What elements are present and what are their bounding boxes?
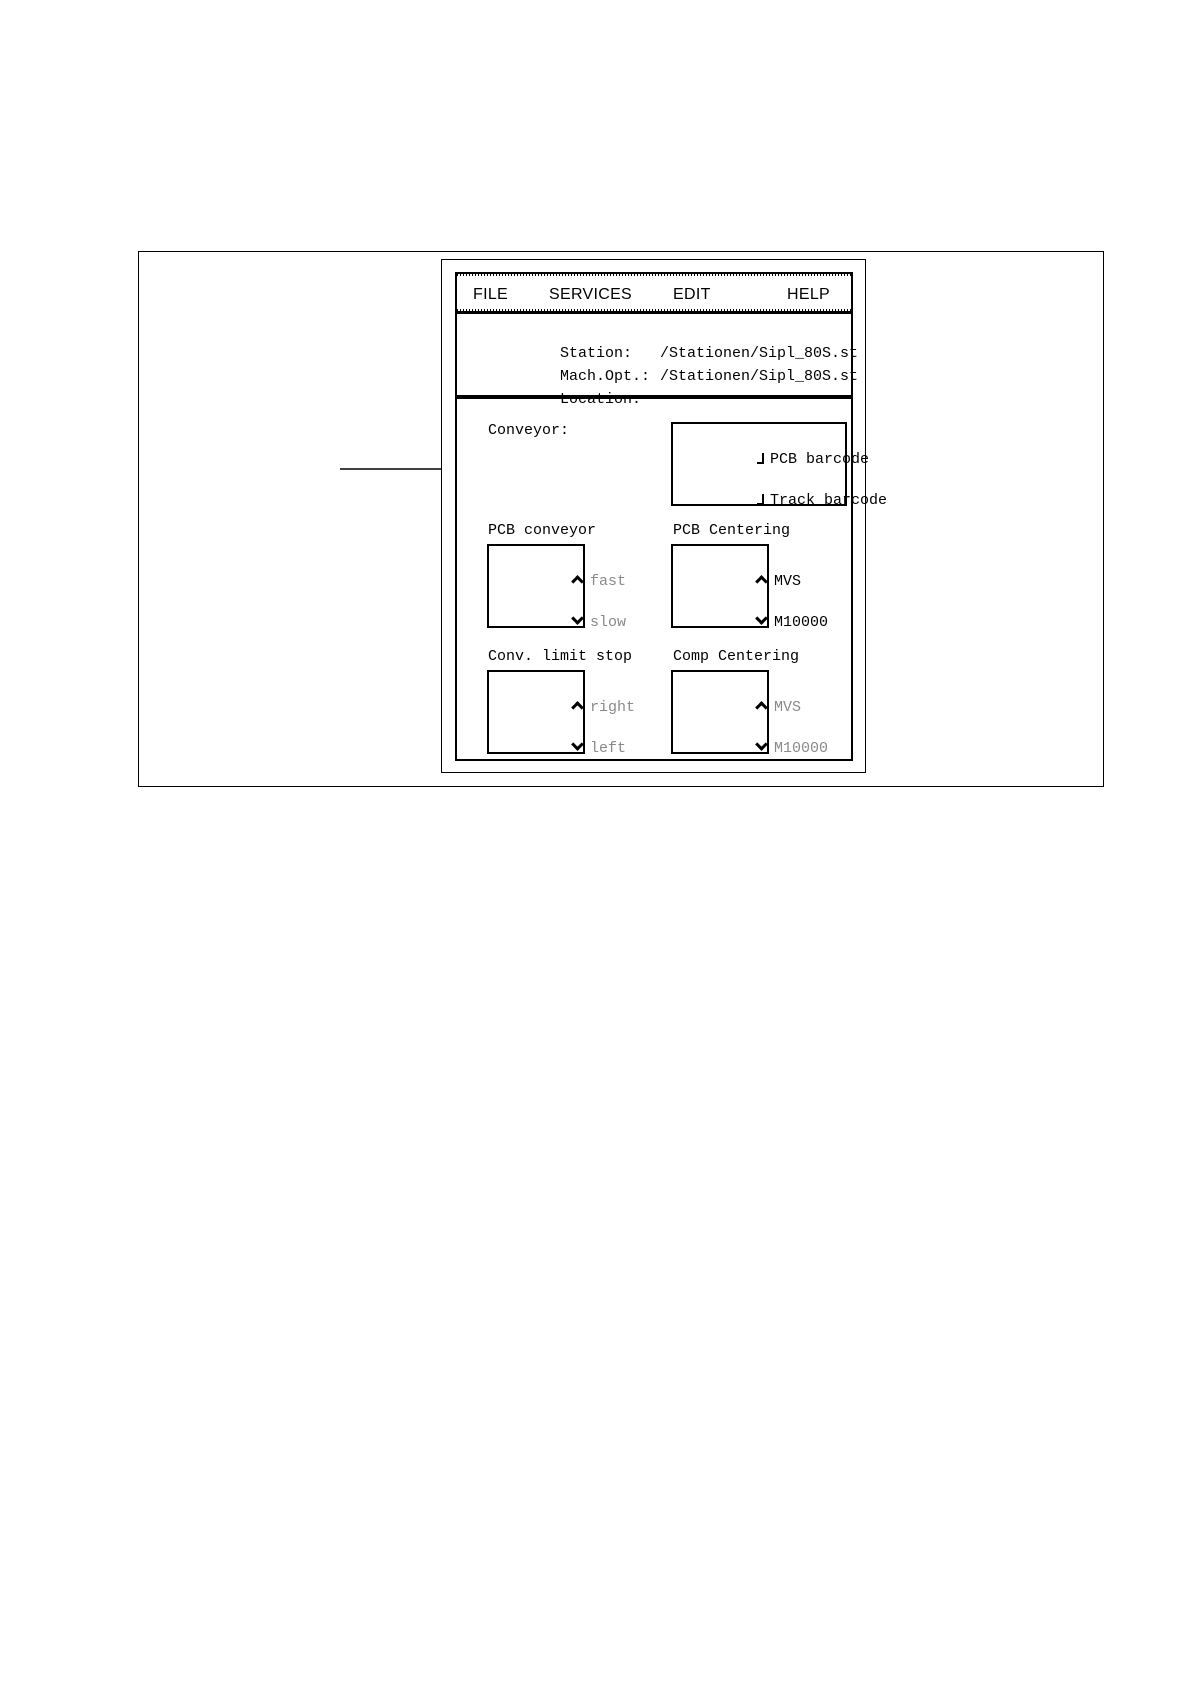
mach-opt-label: Mach.Opt.: [560,368,651,385]
menu-bar [457,274,851,314]
conv-limit-stop-left-option[interactable] [499,723,626,774]
conv-limit-stop-right-label: right [590,699,636,716]
location-row [488,374,660,425]
pcb-conveyor-fast-label: fast [590,573,627,590]
caret-up-icon [755,575,768,588]
conveyor-label: Conveyor: [488,422,570,439]
track-barcode-label: Track barcode [770,492,888,509]
station-info-panel [457,314,859,408]
caret-down-icon [571,612,584,625]
caret-up-icon [755,701,768,714]
caret-down-icon [755,738,768,751]
check-mark-icon [757,494,764,505]
pcb-conveyor-slow-label: slow [590,614,627,631]
check-mark-icon [757,453,764,464]
pcb-conveyor-slow-option[interactable] [499,597,626,648]
caret-up-icon [571,575,584,588]
pcb-centering-m10000-label: M10000 [774,614,829,631]
comp-centering-mvs-label: MVS [774,699,802,716]
caret-up-icon [571,701,584,714]
conv-limit-stop-label: Conv. limit stop [488,648,633,665]
pcb-centering-mvs-label: MVS [774,573,802,590]
comp-centering-toggle [671,670,829,757]
setup-window [441,259,888,773]
caret-down-icon [755,612,768,625]
conv-limit-stop-left-label: left [590,740,627,757]
menu-file[interactable]: FILE [473,286,508,303]
station-label: Station: [560,345,633,362]
barcode-options [671,422,888,509]
comp-centering-label: Comp Centering [673,648,800,665]
track-barcode-checkbox[interactable] [685,475,887,526]
pcb-conveyor-label: PCB conveyor [488,522,597,539]
location-label: Location: [560,391,642,408]
pcb-centering-label: PCB Centering [673,522,791,539]
pcb-conveyor-toggle [487,544,627,631]
mach-opt-value: /Stationen/Sipl_80S.st [660,368,859,385]
comp-centering-m10000-option[interactable] [683,723,828,774]
conv-limit-stop-toggle [487,670,636,757]
menu-help[interactable]: HELP [787,286,830,303]
menu-edit[interactable]: EDIT [673,286,711,303]
station-value: /Stationen/Sipl_80S.st [660,345,859,362]
pcb-centering-m10000-option[interactable] [683,597,828,648]
pcb-barcode-label: PCB barcode [770,451,870,468]
window-content [455,272,888,761]
menu-services[interactable]: SERVICES [549,286,633,303]
pcb-centering-toggle [671,544,829,631]
comp-centering-m10000-label: M10000 [774,740,829,757]
caret-down-icon [571,738,584,751]
